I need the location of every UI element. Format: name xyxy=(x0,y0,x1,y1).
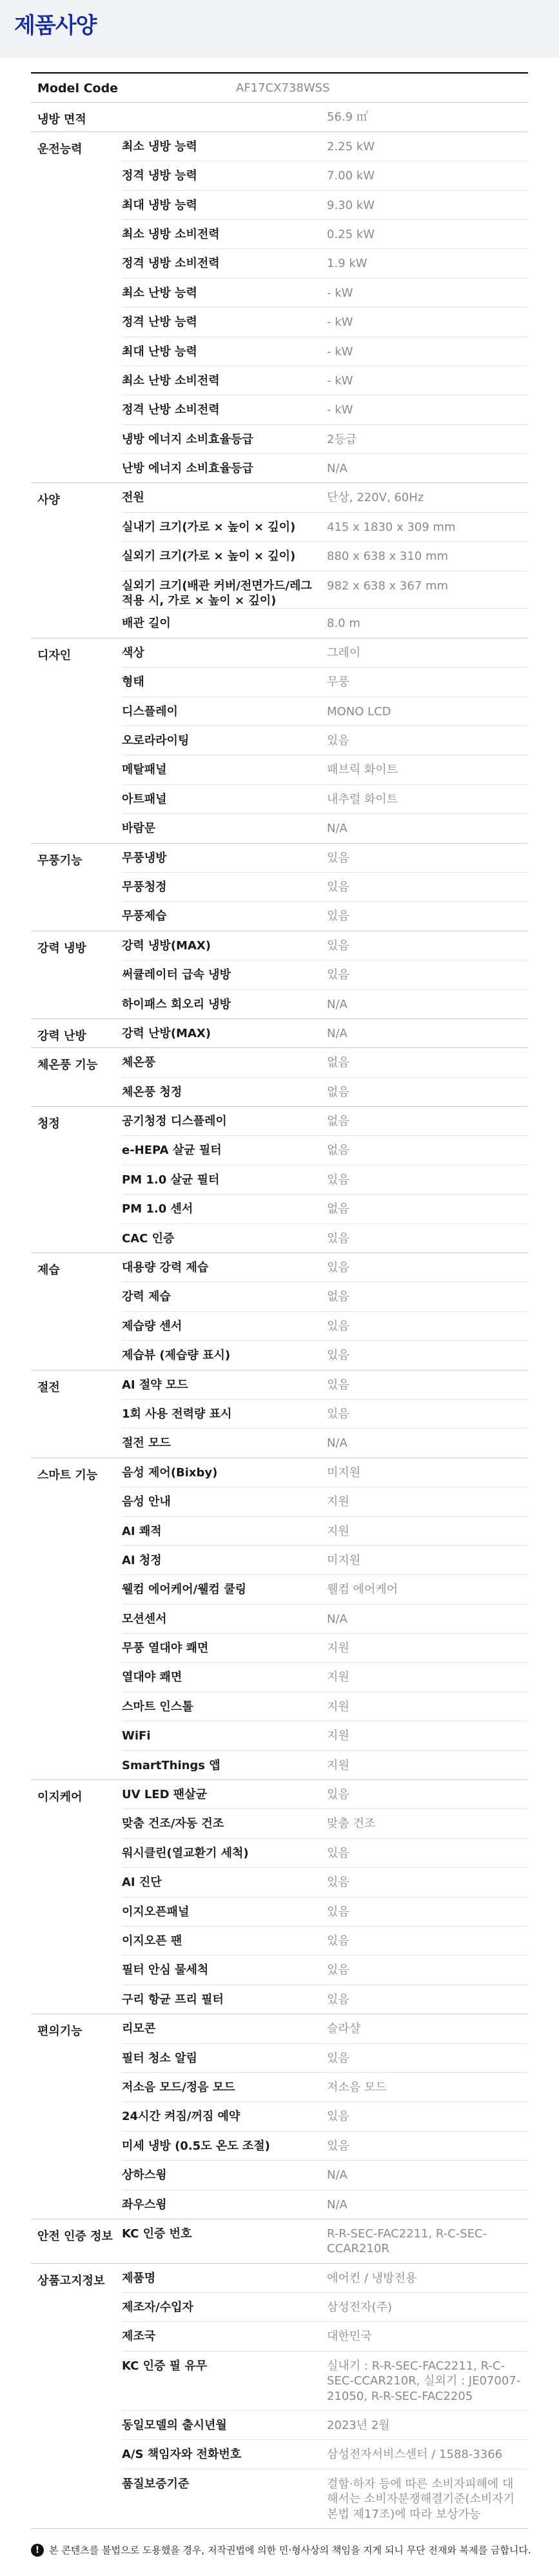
spec-row xyxy=(122,1048,528,1076)
spec-key: 형태 xyxy=(122,675,144,689)
spec-row xyxy=(122,1311,528,1340)
spec-value: 0.25 kW xyxy=(327,227,375,241)
spec-key: 실내기 크기(가로 × 높이 × 깊이) xyxy=(122,520,296,534)
spec-key: 써큘레이터 급속 냉방 xyxy=(122,968,231,982)
spec-key: 바람문 xyxy=(122,822,156,836)
spec-value: 있음 xyxy=(327,1934,349,1948)
spec-group-label: 스마트 기능 xyxy=(37,1468,98,1482)
spec-value: N/A xyxy=(327,462,348,476)
spec-key: 최소 난방 능력 xyxy=(122,286,197,300)
spec-row xyxy=(122,1077,528,1106)
spec-value: 415 x 1830 x 309 mm xyxy=(327,520,456,534)
spec-value: 없음 xyxy=(327,1115,349,1129)
spec-key: 필터 안심 물세척 xyxy=(122,1963,209,1977)
spec-value: N/A xyxy=(327,2168,348,2183)
spec-value: 웰컴 에어케어 xyxy=(327,1583,398,1597)
spec-value: 실내기 : R-R-SEC-FAC2211, R-C-SEC-CCAR210R, 실외기 : JE07007-21050, R-R-SEC-FAC2205 xyxy=(327,2359,521,2403)
spec-value: 있음 xyxy=(327,2110,349,2124)
spec-value: 있음 xyxy=(327,2139,349,2153)
spec-key: 제습뷰 (제습량 표시) xyxy=(122,1349,231,1363)
spec-value: 982 x 638 x 367 mm xyxy=(327,579,449,593)
spec-key: 전원 xyxy=(122,491,144,505)
spec-row xyxy=(122,307,528,336)
spec-value: 있음 xyxy=(327,1407,349,1421)
spec-value: N/A xyxy=(327,2197,348,2212)
spec-value: 무풍 xyxy=(327,675,349,689)
spec-key: 공기청정 디스플레이 xyxy=(122,1115,227,1129)
spec-group xyxy=(31,2014,528,2219)
spec-value: 있음 xyxy=(327,1846,349,1860)
spec-key: 하이패스 회오리 냉방 xyxy=(122,997,231,1011)
spec-row xyxy=(122,1574,528,1603)
spec-key: 최소 냉방 소비전력 xyxy=(122,227,220,241)
spec-row xyxy=(122,1224,528,1253)
spec-key: 음성 안내 xyxy=(122,1495,171,1509)
spec-row xyxy=(122,483,528,511)
spec-row xyxy=(122,813,528,842)
spec-value: N/A xyxy=(327,997,348,1011)
spec-key: 배관 길이 xyxy=(122,617,171,631)
spec-row xyxy=(122,872,528,901)
spec-key: 열대야 쾌면 xyxy=(122,1670,182,1685)
spec-row xyxy=(122,2219,528,2263)
spec-value: 대한민국 xyxy=(327,2330,372,2344)
spec-key: 웰컴 에어케어/웰컴 쿨링 xyxy=(122,1583,246,1597)
spec-value: 지원 xyxy=(327,1524,349,1538)
spec-value: 없음 xyxy=(327,1056,349,1070)
spec-key: 제조국 xyxy=(122,2330,156,2344)
spec-key: AI 쾌적 xyxy=(122,1524,162,1538)
spec-row xyxy=(122,2351,528,2410)
spec-key: 오로라라이팅 xyxy=(122,733,190,748)
spec-key: 리모콘 xyxy=(122,2022,156,2036)
spec-value: - kW xyxy=(327,344,353,359)
spec-value: 삼성전자(주) xyxy=(327,2301,392,2315)
spec-key: 최대 냉방 능력 xyxy=(122,198,197,212)
spec-key: 정격 냉방 능력 xyxy=(122,169,197,183)
spec-key: 무풍냉방 xyxy=(122,851,167,865)
spec-value: - kW xyxy=(327,315,353,330)
spec-key: 품질보증기준 xyxy=(122,2477,190,2491)
spec-value: 없음 xyxy=(327,1290,349,1304)
spec-key: AI 청정 xyxy=(122,1553,162,1567)
spec-row xyxy=(122,844,528,872)
spec-key xyxy=(122,103,327,131)
spec-row xyxy=(122,190,528,219)
spec-row xyxy=(122,989,528,1018)
spec-row xyxy=(122,395,528,424)
model-code-row xyxy=(31,74,528,103)
spec-row xyxy=(122,1487,528,1516)
spec-key: 실외기 크기(배관 커버/전면가드/레그 적용 시, 가로 × 높이 × 깊이) xyxy=(122,579,312,608)
spec-group xyxy=(31,1458,528,1780)
spec-row xyxy=(122,1194,528,1223)
spec-value: MONO LCD xyxy=(327,704,391,718)
spec-row xyxy=(122,1985,528,2014)
spec-key: 강력 난방(MAX) xyxy=(122,1026,211,1040)
spec-value: 있음 xyxy=(327,1992,349,2006)
spec-row xyxy=(122,2131,528,2160)
spec-value: 없음 xyxy=(327,1144,349,1158)
spec-key: 무풍제습 xyxy=(122,909,167,924)
spec-value: 저소음 모드 xyxy=(327,2080,387,2094)
spec-row xyxy=(122,1838,528,1867)
spec-value: 에어컨 / 냉방전용 xyxy=(327,2271,417,2285)
spec-key: CAC 인증 xyxy=(122,1231,175,1245)
spec-row xyxy=(122,161,528,190)
spec-group xyxy=(31,1107,528,1253)
spec-group-label: 냉방 면적 xyxy=(37,113,86,127)
spec-row xyxy=(122,512,528,541)
spec-value: 7.00 kW xyxy=(327,169,375,183)
spec-value: 있음 xyxy=(327,1963,349,1977)
spec-key: AI 진단 xyxy=(122,1876,162,1890)
spec-row xyxy=(122,2439,528,2468)
spec-group-label: 청정 xyxy=(37,1117,60,1131)
spec-value: 8.0 m xyxy=(327,617,360,631)
spec-row xyxy=(122,2160,528,2189)
spec-key: 음성 제어(Bixby) xyxy=(122,1465,218,1480)
spec-key: 아트패널 xyxy=(122,792,167,806)
spec-row xyxy=(122,1399,528,1428)
spec-row xyxy=(122,784,528,813)
spec-value: 결함·하자 등에 따른 소비자피해에 대해서는 소비자분쟁해결기준(소비자기본법 제17조)에 따라 보상가능 xyxy=(327,2477,515,2521)
spec-value: 그레이 xyxy=(327,646,361,660)
spec-key: AI 절약 모드 xyxy=(122,1378,188,1392)
spec-value: 미지원 xyxy=(327,1465,361,1480)
spec-row xyxy=(122,1867,528,1896)
spec-row xyxy=(122,726,528,755)
spec-row xyxy=(122,1955,528,1984)
spec-row xyxy=(122,1692,528,1721)
spec-row xyxy=(122,366,528,395)
spec-key: KC 인증 필 유무 xyxy=(122,2359,208,2373)
spec-key: 제습량 센서 xyxy=(122,1319,182,1333)
spec-key: PM 1.0 살균 필터 xyxy=(122,1173,220,1187)
spec-key: SmartThings 앱 xyxy=(122,1758,221,1772)
model-code-label: Model Code xyxy=(37,81,119,95)
spec-row xyxy=(122,103,528,131)
spec-group-label: 운전능력 xyxy=(37,142,83,156)
spec-key: 냉방 에너지 소비효율등급 xyxy=(122,432,253,446)
spec-key: 미세 냉방 (0.5도 온도 조절) xyxy=(122,2139,270,2153)
spec-key: 정격 난방 소비전력 xyxy=(122,403,220,417)
spec-group-label: 사양 xyxy=(37,493,60,508)
spec-group xyxy=(31,1371,528,1458)
spec-row xyxy=(122,2190,528,2219)
spec-key: 동일모델의 출시년월 xyxy=(122,2419,227,2433)
spec-key: 체온풍 청정 xyxy=(122,1085,182,1099)
spec-key: 1회 사용 전력량 표시 xyxy=(122,1407,232,1421)
spec-row xyxy=(122,337,528,366)
spec-key: 맞춤 건조/자동 건조 xyxy=(122,1817,224,1831)
spec-value: - kW xyxy=(327,373,353,388)
spec-key: 대용량 강력 제습 xyxy=(122,1261,209,1275)
title-bar xyxy=(0,0,559,58)
spec-group-label: 편의기능 xyxy=(37,2025,83,2039)
spec-row xyxy=(122,1371,528,1399)
spec-row xyxy=(122,1780,528,1808)
spec-row xyxy=(122,1165,528,1194)
spec-key: 제품명 xyxy=(122,2271,156,2285)
page-title: 제품사양 xyxy=(14,13,97,39)
spec-value: 있음 xyxy=(327,733,349,748)
spec-row xyxy=(122,132,528,161)
copyright-notice xyxy=(31,2543,547,2557)
spec-value: 지원 xyxy=(327,1495,349,1509)
spec-key: e-HEPA 살균 필터 xyxy=(122,1144,222,1158)
spec-value: - kW xyxy=(327,403,353,417)
spec-row xyxy=(122,667,528,696)
spec-row xyxy=(122,2101,528,2130)
spec-key: 최소 난방 소비전력 xyxy=(122,373,220,388)
spec-group xyxy=(31,639,528,844)
spec-key: 필터 청소 알림 xyxy=(122,2051,197,2065)
spec-value: 슬라샬 xyxy=(327,2022,361,2036)
spec-value: 있음 xyxy=(327,1905,349,1919)
spec-row xyxy=(122,541,528,570)
spec-group xyxy=(31,1019,528,1048)
spec-group xyxy=(31,844,528,931)
spec-value: 지원 xyxy=(327,1699,349,1714)
spec-value: 있음 xyxy=(327,1173,349,1187)
spec-group-label: 이지케어 xyxy=(37,1790,83,1805)
spec-group-label: 제습 xyxy=(37,1263,60,1278)
spec-key: 절전 모드 xyxy=(122,1436,171,1451)
spec-group xyxy=(31,2219,528,2264)
spec-value: 지원 xyxy=(327,1758,349,1772)
spec-key: 24시간 켜짐/꺼짐 예약 xyxy=(122,2110,240,2124)
spec-group xyxy=(31,931,528,1019)
spec-value: 있음 xyxy=(327,1261,349,1275)
spec-key: 이지오픈 팬 xyxy=(122,1934,182,1948)
spec-row xyxy=(122,219,528,248)
spec-group-label: 무풍기능 xyxy=(37,853,83,867)
spec-value: 있음 xyxy=(327,1349,349,1363)
spec-value: 56.9 ㎡ xyxy=(327,110,368,124)
spec-group-label: 강력 냉방 xyxy=(37,941,86,955)
spec-value: 2.25 kW xyxy=(327,139,375,154)
spec-row xyxy=(122,1282,528,1311)
spec-row xyxy=(122,1545,528,1574)
spec-row xyxy=(122,248,528,277)
spec-row xyxy=(122,1750,528,1779)
spec-value: 단상, 220V, 60Hz xyxy=(327,491,424,505)
spec-value: N/A xyxy=(327,1436,348,1451)
spec-key: 이지오픈패널 xyxy=(122,1905,190,1919)
copyright-text: 본 콘텐츠를 불법으로 도용했을 경우, 저작권법에 의한 민·형사상의 책임을 지게 되니 무단 전재와 복제를 금합니다. xyxy=(49,2544,531,2556)
spec-row xyxy=(122,1019,528,1047)
spec-value: 지원 xyxy=(327,1729,349,1743)
spec-value: N/A xyxy=(327,1026,348,1040)
spec-row xyxy=(122,1604,528,1633)
spec-value: 있음 xyxy=(327,1378,349,1392)
spec-key: 강력 제습 xyxy=(122,1290,171,1304)
spec-value: R-R-SEC-FAC2211, R-C-SEC-CCAR210R xyxy=(327,2226,487,2256)
spec-value: 미지원 xyxy=(327,1553,361,1567)
spec-row xyxy=(122,1253,528,1282)
spec-key: 메탈패널 xyxy=(122,763,167,777)
spec-value: 있음 xyxy=(327,2051,349,2065)
spec-value: 있음 xyxy=(327,1876,349,1890)
spec-row xyxy=(122,1516,528,1545)
spec-key: 정격 난방 능력 xyxy=(122,315,197,330)
spec-value: 있음 xyxy=(327,1319,349,1333)
spec-group-label: 체온풍 기능 xyxy=(37,1058,98,1073)
spec-value: - kW xyxy=(327,286,353,300)
spec-value: 1.9 kW xyxy=(327,257,368,271)
spec-key: WiFi xyxy=(122,1729,151,1743)
spec-group-label: 강력 난방 xyxy=(37,1029,86,1043)
spec-row xyxy=(122,1721,528,1750)
spec-key: 체온풍 xyxy=(122,1056,156,1070)
spec-value: 있음 xyxy=(327,880,349,894)
spec-row xyxy=(122,931,528,960)
spec-key: 실외기 크기(가로 × 높이 × 깊이) xyxy=(122,550,296,564)
exclamation-icon: ! xyxy=(31,2544,44,2557)
spec-key: 상하스윙 xyxy=(122,2168,167,2183)
spec-key: 강력 냉방(MAX) xyxy=(122,938,211,953)
spec-group xyxy=(31,1253,528,1371)
spec-groups xyxy=(31,103,528,2529)
spec-row xyxy=(122,901,528,930)
spec-value: 있음 xyxy=(327,909,349,924)
spec-value: 880 x 638 x 310 mm xyxy=(327,550,449,564)
spec-row xyxy=(122,1897,528,1926)
spec-value: N/A xyxy=(327,822,348,836)
spec-group xyxy=(31,132,528,484)
spec-group-label: 디자인 xyxy=(37,648,72,662)
spec-key: 최소 냉방 능력 xyxy=(122,139,197,154)
spec-key: UV LED 팬살균 xyxy=(122,1788,207,1802)
spec-value: 9.30 kW xyxy=(327,198,375,212)
spec-key: PM 1.0 센서 xyxy=(122,1202,193,1216)
spec-value: 있음 xyxy=(327,1231,349,1245)
spec-value: 지원 xyxy=(327,1670,349,1685)
spec-row xyxy=(122,424,528,453)
spec-row xyxy=(122,639,528,667)
spec-group xyxy=(31,1048,528,1107)
spec-value: 패브릭 화이트 xyxy=(327,763,398,777)
spec-row xyxy=(122,1340,528,1369)
spec-row xyxy=(122,2410,528,2439)
spec-row xyxy=(122,2014,528,2043)
spec-key: 최대 난방 능력 xyxy=(122,344,197,359)
spec-value: 있음 xyxy=(327,938,349,953)
model-code-value: AF17CX738WSS xyxy=(236,81,330,95)
spec-key: 제조자/수입자 xyxy=(122,2301,193,2315)
spec-value: 없음 xyxy=(327,1202,349,1216)
spec-row xyxy=(122,1662,528,1691)
spec-value: 내추럴 화이트 xyxy=(327,792,398,806)
spec-table xyxy=(31,72,528,2529)
spec-key: 무풍청정 xyxy=(122,880,167,894)
spec-row xyxy=(122,2469,528,2528)
spec-row xyxy=(122,608,528,637)
spec-key: 좌우스윙 xyxy=(122,2197,167,2212)
spec-value: 2023년 2월 xyxy=(327,2419,390,2433)
spec-row xyxy=(122,2043,528,2072)
spec-key: A/S 책임자와 전화번호 xyxy=(122,2448,242,2462)
spec-value: 삼성전자서비스센터 / 1588-3366 xyxy=(327,2448,503,2462)
spec-value: N/A xyxy=(327,1612,348,1626)
spec-value: 2등급 xyxy=(327,432,357,446)
spec-key: 색상 xyxy=(122,646,144,660)
spec-row xyxy=(122,1633,528,1662)
spec-value: 있음 xyxy=(327,851,349,865)
spec-group xyxy=(31,103,528,132)
spec-group-label: 상품고지정보 xyxy=(37,2274,105,2288)
spec-group xyxy=(31,2264,528,2529)
spec-row xyxy=(122,1135,528,1164)
spec-row xyxy=(122,2292,528,2321)
spec-row xyxy=(122,1808,528,1838)
spec-key: 워시클린(열교환기 세척) xyxy=(122,1846,249,1860)
spec-value: 있음 xyxy=(327,968,349,982)
spec-row xyxy=(122,755,528,784)
spec-row xyxy=(122,2072,528,2101)
spec-group xyxy=(31,483,528,638)
spec-key: 정격 냉방 소비전력 xyxy=(122,257,220,271)
spec-value: 지원 xyxy=(327,1641,349,1656)
spec-group-label: 절전 xyxy=(37,1380,60,1394)
spec-row xyxy=(122,1926,528,1955)
spec-key: 디스플레이 xyxy=(122,704,178,718)
spec-key: 난방 에너지 소비효율등급 xyxy=(122,462,253,476)
spec-key: 무풍 열대야 쾌면 xyxy=(122,1641,209,1656)
spec-key: 스마트 인스톨 xyxy=(122,1699,193,1714)
spec-row xyxy=(122,960,528,989)
spec-row xyxy=(122,697,528,726)
spec-row xyxy=(122,1107,528,1135)
spec-row xyxy=(122,1428,528,1457)
spec-key: 구리 항균 프리 필터 xyxy=(122,1992,224,2006)
spec-row xyxy=(122,2264,528,2292)
spec-row xyxy=(122,453,528,482)
spec-key: 저소음 모드/정음 모드 xyxy=(122,2080,235,2094)
spec-value: 있음 xyxy=(327,1788,349,1802)
spec-value: 없음 xyxy=(327,1085,349,1099)
spec-row xyxy=(122,2321,528,2350)
spec-group xyxy=(31,1780,528,2014)
spec-row xyxy=(122,1458,528,1487)
spec-row xyxy=(122,571,528,609)
spec-key: KC 인증 번호 xyxy=(122,2226,192,2241)
spec-row xyxy=(122,278,528,307)
spec-key: 모션센서 xyxy=(122,1612,167,1626)
spec-value: 맞춤 건조 xyxy=(327,1817,376,1831)
spec-group-label: 안전 인증 정보 xyxy=(37,2229,113,2243)
